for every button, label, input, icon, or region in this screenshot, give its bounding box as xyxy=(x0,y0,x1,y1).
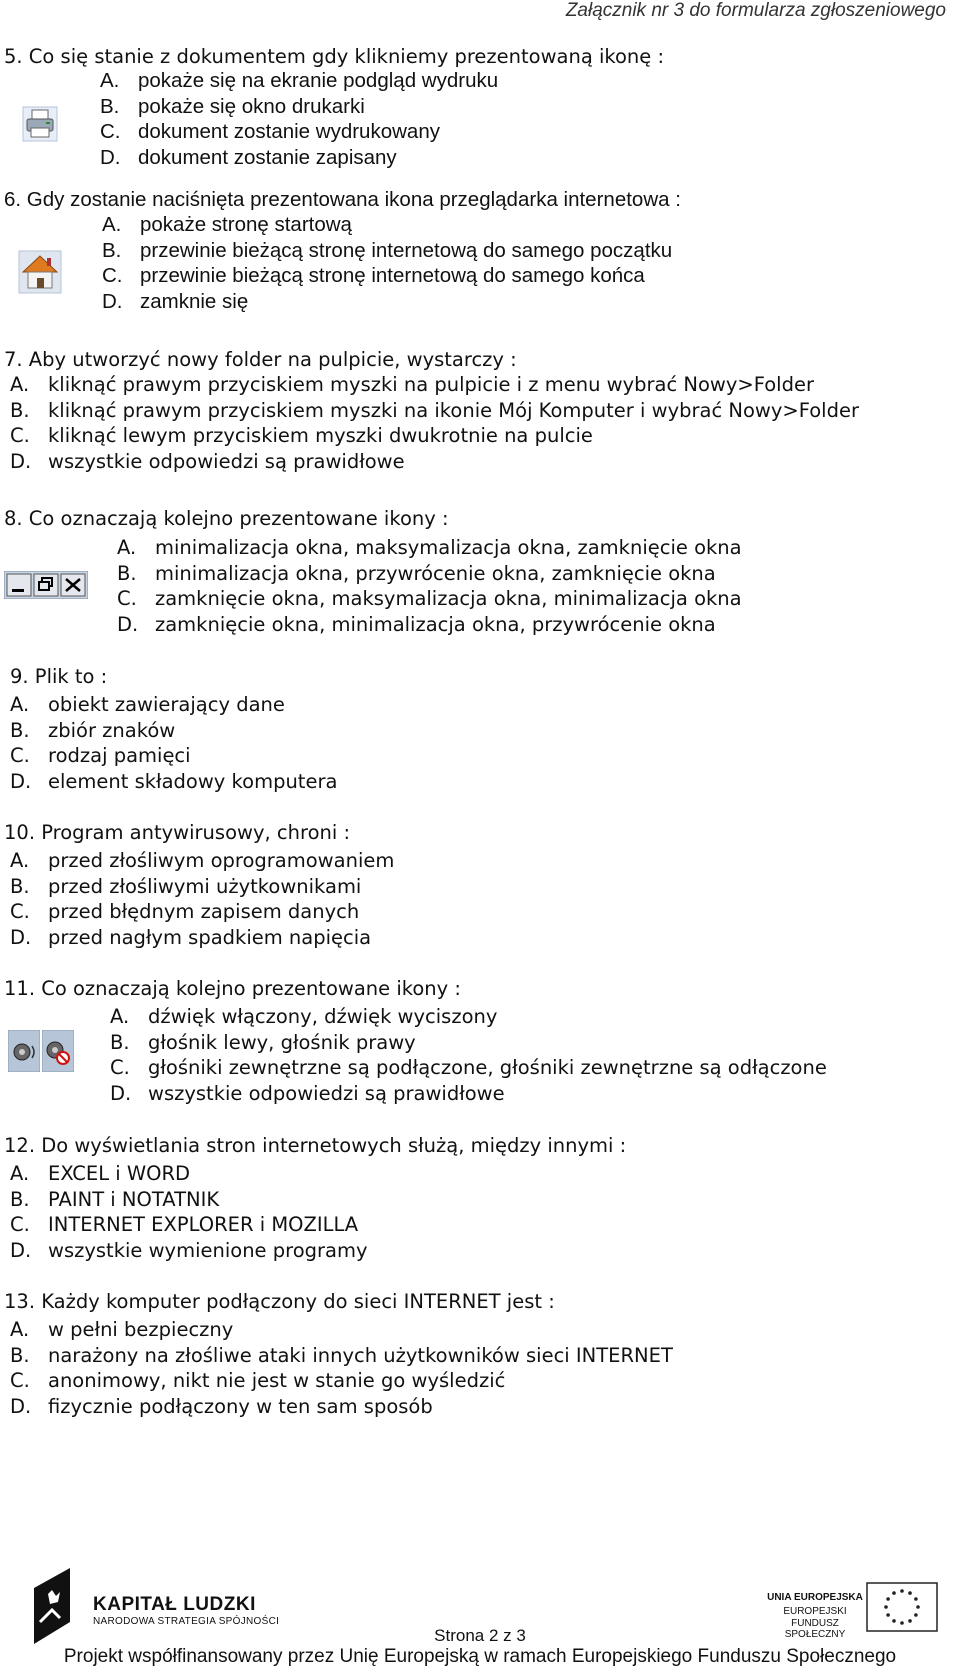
eu-star xyxy=(900,1589,904,1593)
option-b: B. PAINT i NOTATNIK xyxy=(10,1187,220,1211)
option-d: D. dokument zostanie zapisany xyxy=(100,145,397,169)
option-c: C. głośniki zewnętrzne są podłączone, głośniki zewnętrzne są odłączone xyxy=(110,1056,827,1079)
question-6: 6. Gdy zostanie naciśnięta prezentowana ikona przeglądarka internetowa : xyxy=(4,188,681,211)
option-a: A. pokaże się na ekranie podgląd wydruku xyxy=(100,69,499,92)
option-c: C. kliknąć lewym przyciskiem myszki dwukrotnie na pulcie xyxy=(10,424,593,447)
option-d: D. przed nagłym spadkiem napięcia xyxy=(10,925,372,949)
question-12: 12. Do wyświetlania stron internetowych służą, między innymi : xyxy=(4,1134,627,1157)
option-c: C. anonimowy, nikt nie jest w stanie go wyśledzić xyxy=(10,1369,506,1392)
question-8: 8. Co oznaczają kolejno prezentowane ikony : xyxy=(4,507,449,530)
option-c: C. zamknięcie okna, maksymalizacja okna, minimalizacja okna xyxy=(117,587,742,610)
kapital-ludzki-subtitle: NARODOWA STRATEGIA SPÓJNOŚCI xyxy=(93,1616,280,1627)
option-a: A. obiekt zawierający dane xyxy=(10,693,285,716)
project-funding-note: Projekt współfinansowany przez Unię Europejską w ramach Europejskiego Funduszu Społecznego xyxy=(63,1646,897,1667)
window-controls-icon xyxy=(4,571,88,599)
option-a: A. przed złośliwym oprogramowaniem xyxy=(10,849,395,872)
question-9-options xyxy=(10,692,337,794)
question-10: 10. Program antywirusowy, chroni : xyxy=(4,821,351,844)
question-7: 7. Aby utworzyć nowy folder na pulpicie, wystarczy : xyxy=(4,348,517,371)
option-b: B. pokaże się okno drukarki xyxy=(100,94,365,118)
option-d: D. wszystkie wymienione programy xyxy=(10,1238,368,1262)
option-c: C. dokument zostanie wydrukowany xyxy=(100,120,440,143)
eu-flag-icon xyxy=(866,1582,938,1632)
question-13-options xyxy=(10,1317,673,1419)
kapital-ludzki-title: KAPITAŁ LUDZKI xyxy=(93,1594,256,1615)
question-12-options xyxy=(10,1161,368,1263)
option-c: C. INTERNET EXPLORER i MOZILLA xyxy=(10,1213,359,1236)
attachment-header: Załącznik nr 3 do formularza zgłoszeniowego xyxy=(565,0,946,21)
option-b: B. narażony na złośliwe ataki innych użytkowników sieci INTERNET xyxy=(10,1343,673,1367)
eu-star xyxy=(908,1619,912,1623)
eu-star xyxy=(884,1605,888,1609)
option-c: C. przewinie bieżącą stronę internetową do samego końca xyxy=(102,264,645,287)
question-6-options xyxy=(102,212,672,314)
option-b: B. przewinie bieżącą stronę internetową do samego początku xyxy=(102,238,673,262)
option-d: D. zamknie się xyxy=(102,289,249,313)
option-a: A. w pełni bezpieczny xyxy=(10,1318,234,1341)
question-13: 13. Każdy komputer podłączony do sieci INTERNET jest : xyxy=(4,1290,555,1313)
eu-star xyxy=(886,1613,890,1617)
option-b: B. kliknąć prawym przyciskiem myszki na ikonie Mój Komputer i wybrać Nowy>Folder xyxy=(10,398,859,422)
option-a: A. pokaże stronę startową xyxy=(102,213,352,236)
question-5: 5. Co się stanie z dokumentem gdy klikniemy prezentowaną ikonę : xyxy=(4,45,665,68)
option-d: D. element składowy komputera xyxy=(10,769,338,793)
home-icon xyxy=(18,250,62,294)
option-b: B. głośnik lewy, głośnik prawy xyxy=(110,1030,416,1054)
option-b: B. zbiór znaków xyxy=(10,718,176,742)
eu-star xyxy=(892,1591,896,1595)
page-number: Strona 2 z 3 xyxy=(434,1626,526,1645)
eu-star xyxy=(916,1605,920,1609)
speaker-muted-icon xyxy=(42,1030,74,1072)
question-11: 11. Co oznaczają kolejno prezentowane ikony : xyxy=(4,977,461,1000)
option-a: A. kliknąć prawym przyciskiem myszki na pulpicie i z menu wybrać Nowy>Folder xyxy=(10,373,814,396)
question-7-options xyxy=(10,372,859,474)
option-b: B. przed złośliwymi użytkownikami xyxy=(10,874,362,898)
printer-icon xyxy=(22,106,58,142)
option-d: D. fizycznie podłączony w ten sam sposób xyxy=(10,1394,433,1418)
question-11-options xyxy=(110,1004,827,1106)
option-a: A. minimalizacja okna, maksymalizacja okna, zamknięcie okna xyxy=(117,536,742,559)
eu-star xyxy=(908,1591,912,1595)
eu-star xyxy=(886,1597,890,1601)
question-5-options xyxy=(100,68,498,170)
option-b: B. minimalizacja okna, przywrócenie okna, zamknięcie okna xyxy=(117,561,716,585)
eu-label-2: EUROPEJSKI xyxy=(783,1606,847,1617)
speaker-on-icon xyxy=(8,1030,40,1072)
eu-star xyxy=(914,1613,918,1617)
option-c: C. przed błędnym zapisem danych xyxy=(10,900,360,923)
eu-star xyxy=(892,1619,896,1623)
option-a: A. dźwięk włączony, dźwięk wyciszony xyxy=(110,1005,498,1028)
question-9: 9. Plik to : xyxy=(10,665,108,688)
question-10-options xyxy=(10,848,394,950)
eu-label-3: FUNDUSZ SPOŁECZNY xyxy=(784,1618,846,1640)
option-c: C. rodzaj pamięci xyxy=(10,744,191,767)
option-a: A. EXCEL i WORD xyxy=(10,1162,191,1185)
option-d: D. wszystkie odpowiedzi są prawidłowe xyxy=(10,449,405,473)
eu-star xyxy=(900,1621,904,1625)
question-8-options xyxy=(117,535,742,637)
eu-label-1: UNIA EUROPEJSKA xyxy=(767,1592,863,1603)
option-d: D. wszystkie odpowiedzi są prawidłowe xyxy=(110,1081,505,1105)
option-d: D. zamknięcie okna, minimalizacja okna, przywrócenie okna xyxy=(117,612,716,636)
eu-star xyxy=(914,1597,918,1601)
